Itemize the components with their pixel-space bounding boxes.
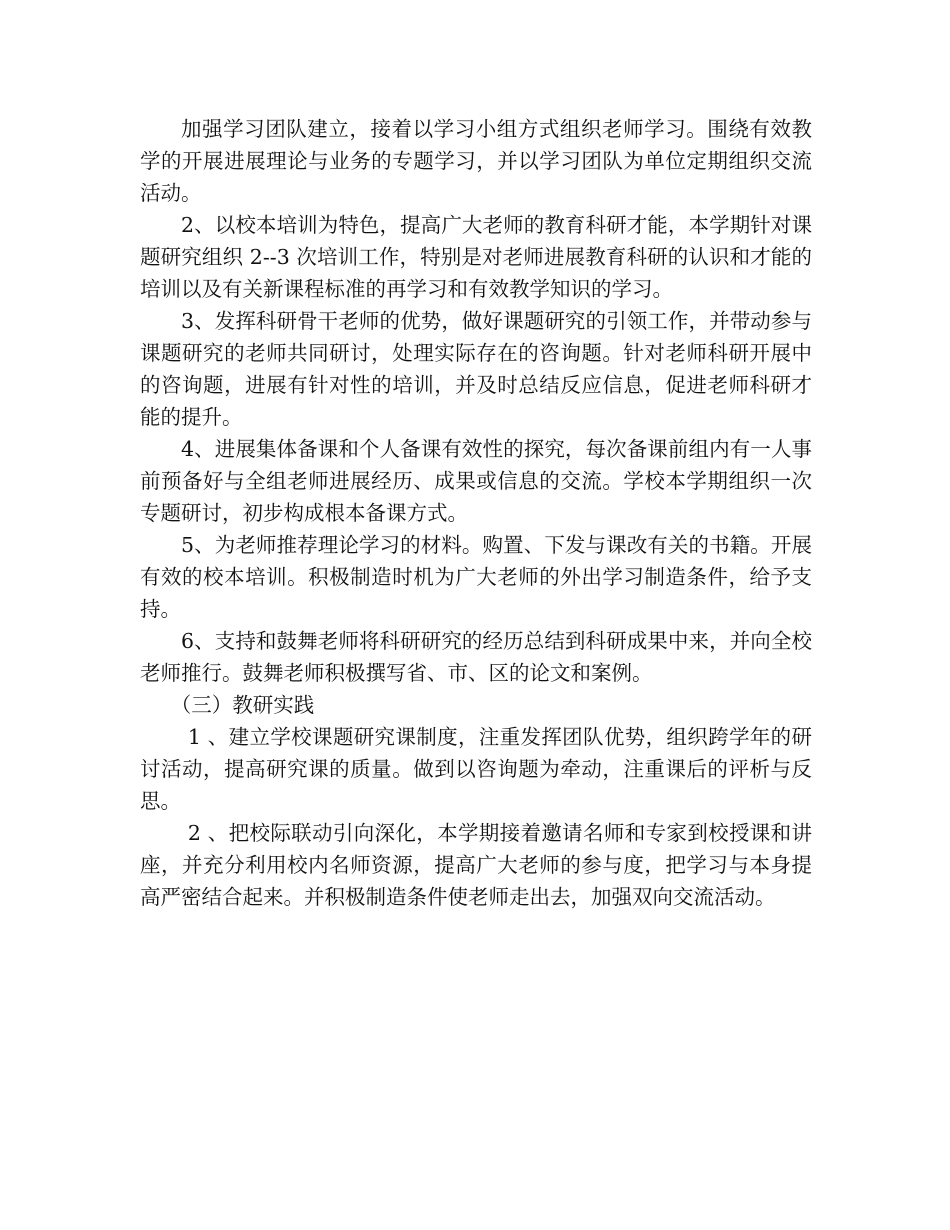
paragraph-item-2: 2、以校本培训为特色，提高广大老师的教育科研才能，本学期针对课题研究组织 2--3 次培训工作，特别是对老师进展教育科研的认识和才能的培训以及有关新课程标准的再学习和有效教学知识的学习。 bbox=[140, 213, 812, 301]
section-paragraph-1: 1 、建立学校课题研究课制度，注重发挥团队优势，组织跨学年的研讨活动，提高研究课的质量。做到以咨询题为牵动，注重课后的评析与反思。 bbox=[140, 725, 812, 813]
document-body bbox=[140, 113, 812, 913]
paragraph-item-4: 4、进展集体备课和个人备课有效性的探究，每次备课前组内有一人事前预备好与全组老师进展经历、成果或信息的交流。学校本学期组织一次专题研讨，初步构成根本备课方式。 bbox=[140, 437, 812, 525]
section-heading: （三）教研实践 bbox=[170, 693, 315, 717]
paragraph-item-5: 5、为老师推荐理论学习的材料。购置、下发与课改有关的书籍。开展有效的校本培训。积极制造时机为广大老师的外出学习制造条件，给予支持。 bbox=[140, 533, 812, 621]
paragraph-item-6: 6、支持和鼓舞老师将科研研究的经历总结到科研成果中来，并向全校老师推行。鼓舞老师积极撰写省、市、区的论文和案例。 bbox=[140, 629, 812, 685]
paragraph-team-building: 加强学习团队建立，接着以学习小组方式组织老师学习。围绕有效教学的开展进展理论与业务的专题学习，并以学习团队为单位定期组织交流活动。 bbox=[140, 117, 812, 205]
section-paragraph-2: 2 、把校际联动引向深化，本学期接着邀请名师和专家到校授课和讲座，并充分利用校内名师资源，提高广大老师的参与度，把学习与本身提高严密结合起来。并积极制造条件使老师走出去，加强双向交流活动。 bbox=[140, 821, 812, 909]
paragraph-item-3: 3、发挥科研骨干老师的优势，做好课题研究的引领工作，并带动参与课题研究的老师共同研讨，处理实际存在的咨询题。针对老师科研开展中的咨询题，进展有针对性的培训，并及时总结反应信息，促进老师科研才能的提升。 bbox=[140, 309, 812, 429]
